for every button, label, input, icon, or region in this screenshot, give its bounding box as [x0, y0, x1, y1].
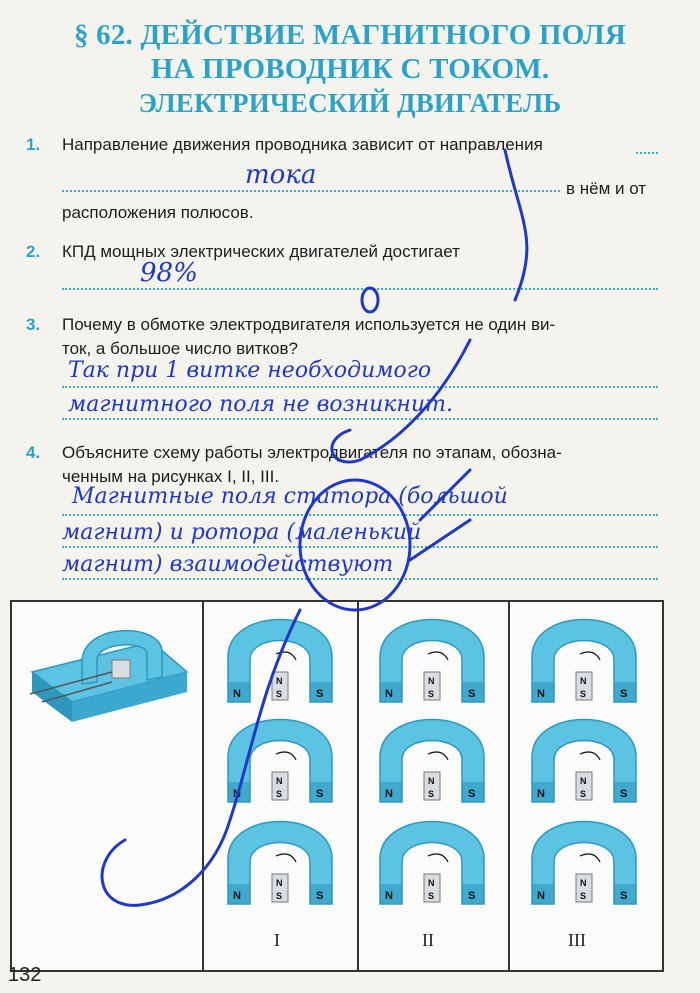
section-title-line-1: § 62. ДЕЙСТВИЕ МАГНИТНОГО ПОЛЯ	[74, 19, 626, 51]
page-number: 132	[8, 964, 42, 986]
grid-divider	[202, 602, 204, 970]
pole-label-s: S	[316, 788, 324, 800]
rotation-arrow	[276, 652, 296, 660]
pole-label-s: S	[468, 890, 476, 902]
handwritten-answer-1: тока	[245, 160, 317, 190]
question-2-number: 2.	[26, 242, 41, 261]
handwritten-answer-2: 98%	[140, 258, 198, 288]
section-title-line-2: НА ПРОВОДНИК С ТОКОМ.	[150, 53, 550, 85]
pole-label-n: N	[233, 688, 241, 700]
answer-line[interactable]	[62, 386, 658, 388]
answer-line[interactable]	[62, 418, 658, 420]
rotor-label-s: S	[428, 789, 435, 799]
rotor-label-n: N	[276, 676, 283, 686]
rotation-arrow	[428, 752, 448, 760]
rotor-label-n: N	[580, 878, 587, 888]
question-3-number: 3.	[26, 315, 41, 334]
handwritten-answer-3-line-1: Так при 1 витке необходимого	[68, 358, 432, 383]
question-3-text-b: ток, а большое число витков?	[62, 339, 298, 358]
grid-divider	[357, 602, 359, 970]
pole-label-s: S	[620, 890, 628, 902]
pole-label-s: S	[468, 788, 476, 800]
handwritten-answer-4-line-2: магнит) и ротора (маленький	[62, 520, 422, 545]
pole-label-s: S	[316, 688, 324, 700]
rotation-arrow	[428, 652, 448, 660]
pole-label-n: N	[537, 688, 545, 700]
question-2-text: КПД мощных электрических двигателей достигает	[62, 242, 460, 261]
answer-line[interactable]	[62, 288, 658, 290]
handwritten-answer-4-line-3: магнит) взаимодействуют	[62, 552, 394, 577]
rotor-label-s: S	[276, 891, 283, 901]
pole-label-n: N	[233, 788, 241, 800]
question-4-number: 4.	[26, 443, 41, 462]
motor-rotor	[112, 660, 130, 678]
figure-label-3: III	[568, 930, 586, 950]
motor-magnets-illustration	[12, 602, 662, 970]
pole-label-n: N	[385, 788, 393, 800]
question-1-text-a: Направление движения проводника зависит от направления	[62, 135, 543, 154]
question-1-text-c: расположения полюсов.	[62, 203, 254, 222]
rotation-arrow	[428, 854, 448, 862]
handwritten-answer-4-line-1: Магнитные поля статора (большой	[72, 484, 508, 509]
rotor-label-s: S	[428, 689, 435, 699]
answer-line[interactable]	[62, 190, 560, 192]
answer-line[interactable]	[62, 578, 658, 580]
pole-label-n: N	[537, 788, 545, 800]
pole-label-s: S	[316, 890, 324, 902]
rotor-label-n: N	[580, 776, 587, 786]
rotor-label-n: N	[276, 776, 283, 786]
question-4-text-b: ченным на рисунках I, II, III.	[62, 467, 280, 486]
pole-label-n: N	[385, 688, 393, 700]
figure-label-1: I	[274, 930, 280, 950]
rotor-label-s: S	[428, 891, 435, 901]
motor-diagram-figure	[10, 600, 664, 972]
pole-label-n: N	[385, 890, 393, 902]
answer-line[interactable]	[62, 546, 658, 548]
rotation-arrow	[276, 854, 296, 862]
pole-label-s: S	[620, 788, 628, 800]
question-1-number: 1.	[26, 135, 41, 154]
answer-line[interactable]	[62, 514, 658, 516]
figure-label-2: II	[422, 930, 434, 950]
rotor-label-n: N	[428, 776, 435, 786]
rotor-label-n: N	[428, 878, 435, 888]
rotor-label-s: S	[580, 891, 587, 901]
handwritten-answer-3-line-2: магнитного поля не возникнит.	[68, 392, 453, 417]
question-1-text-b: в нём и от	[566, 179, 647, 198]
rotor-label-n: N	[276, 878, 283, 888]
pole-label-s: S	[468, 688, 476, 700]
rotor-label-s: S	[276, 689, 283, 699]
rotation-arrow	[580, 652, 600, 660]
answer-line[interactable]	[636, 152, 658, 154]
question-4-text-a: Объясните схему работы электродвигателя по этапам, обозна-	[62, 443, 562, 462]
pole-label-n: N	[233, 890, 241, 902]
pole-label-s: S	[620, 688, 628, 700]
grid-divider	[508, 602, 510, 970]
rotor-label-s: S	[276, 789, 283, 799]
rotation-arrow	[276, 752, 296, 760]
section-title-line-3: ЭЛЕКТРИЧЕСКИЙ ДВИГАТЕЛЬ	[138, 88, 562, 118]
rotor-label-n: N	[428, 676, 435, 686]
rotation-arrow	[580, 752, 600, 760]
rotor-label-s: S	[580, 689, 587, 699]
rotor-label-n: N	[580, 676, 587, 686]
rotor-label-s: S	[580, 789, 587, 799]
rotation-arrow	[580, 854, 600, 862]
question-3-text-a: Почему в обмотке электродвигателя используется не один ви-	[62, 315, 556, 334]
pole-label-n: N	[537, 890, 545, 902]
